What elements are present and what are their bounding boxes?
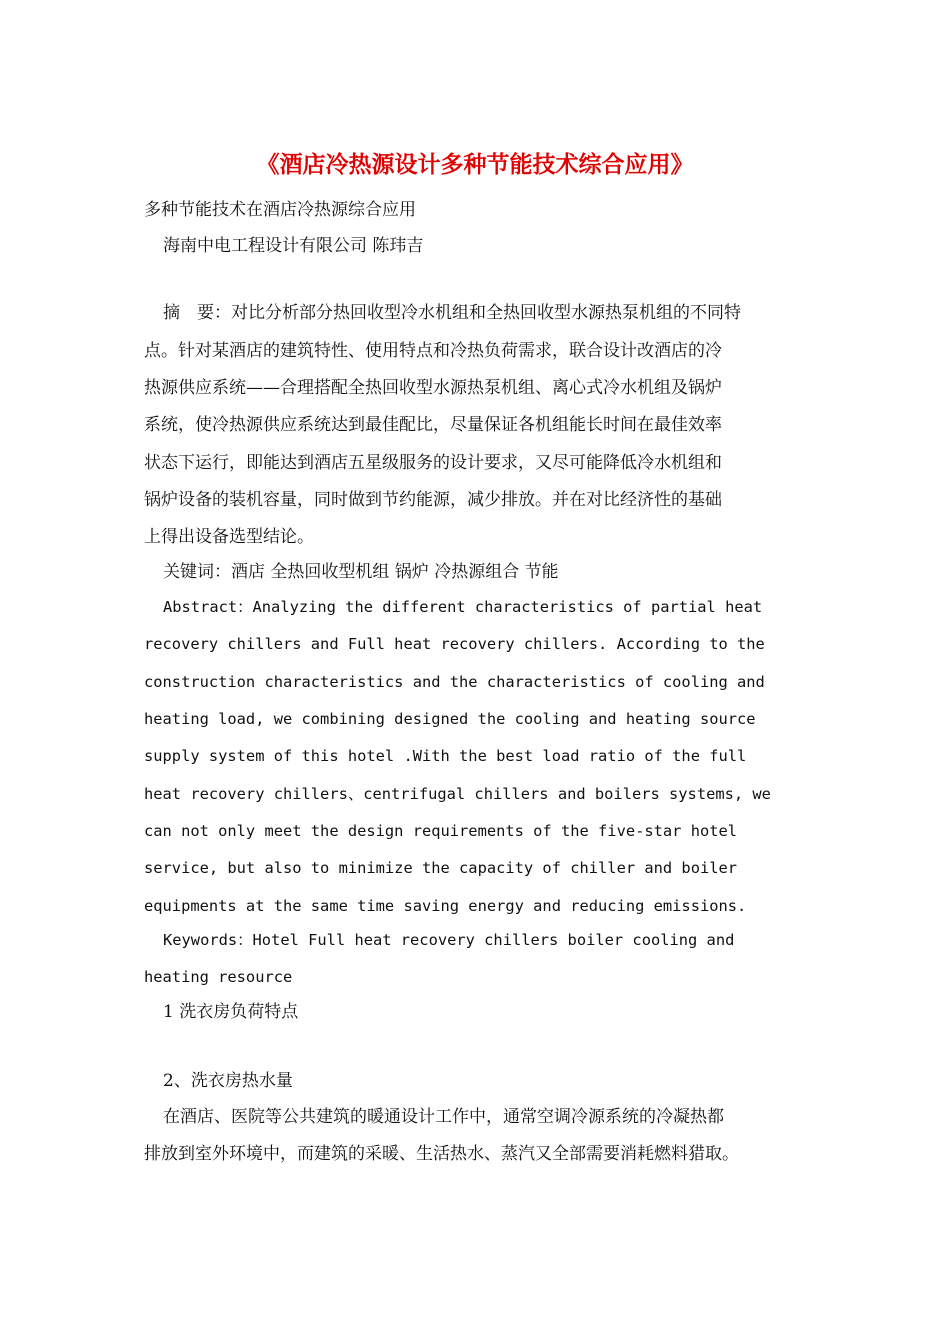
document-subtitle: 多种节能技术在酒店冷热源综合应用 (144, 200, 416, 220)
abstract-en-line: recovery chillers and Full heat recovery chillers. According to the (144, 635, 765, 653)
body-paragraph-line: 排放到室外环境中，而建筑的采暖、生活热水、蒸汽又全部需要消耗燃料猎取。 (144, 1144, 739, 1164)
abstract-en-line: construction characteristics and the characteristics of cooling and (144, 673, 765, 691)
abstract-cn-line: 上得出设备选型结论。 (144, 527, 314, 547)
abstract-cn-line: 锅炉设备的装机容量，同时做到节约能源，减少排放。并在对比经济性的基础 (144, 490, 722, 510)
abstract-en-line: Abstract：Analyzing the different characteristics of partial heat (163, 598, 763, 616)
keywords-en-line: Keywords：Hotel Full heat recovery chillers boiler cooling and (163, 931, 735, 949)
body-paragraph-line: 在酒店、医院等公共建筑的暖通设计工作中，通常空调冷源系统的冷凝热都 (163, 1107, 724, 1127)
abstract-cn-line: 热源供应系统——合理搭配全热回收型水源热泵机组、离心式冷水机组及锅炉 (144, 378, 722, 398)
abstract-en-line: supply system of this hotel .With the best load ratio of the full (144, 747, 747, 765)
abstract-cn-line: 系统，使冷热源供应系统达到最佳配比，尽量保证各机组能长时间在最佳效率 (144, 415, 722, 435)
document-title: 《酒店冷热源设计多种节能技术综合应用》 (256, 151, 694, 178)
abstract-cn-line: 状态下运行，即能达到酒店五星级服务的设计要求，又尽可能降低冷水机组和 (144, 453, 722, 473)
abstract-en-line: can not only meet the design requirements of the five-star hotel (144, 822, 738, 840)
abstract-cn-line: 摘 要：对比分析部分热回收型冷水机组和全热回收型水源热泵机组的不同特 (163, 303, 741, 323)
abstract-en-line: service, but also to minimize the capacity of chiller and boiler (144, 859, 738, 877)
section-heading-1: 1 洗衣房负荷特点 (163, 1002, 299, 1022)
keywords-cn: 关键词：酒店 全热回收型机组 锅炉 冷热源组合 节能 (163, 562, 559, 582)
abstract-en-line: heat recovery chillers、centrifugal chillers and boilers systems, we (144, 785, 771, 803)
abstract-en-line: equipments at the same time saving energy and reducing emissions. (144, 897, 747, 915)
keywords-en-line: heating resource (144, 968, 293, 986)
abstract-cn-line: 点。针对某酒店的建筑特性、使用特点和冷热负荷需求，联合设计改酒店的冷 (144, 341, 722, 361)
abstract-en-line: heating load, we combining designed the cooling and heating source (144, 710, 756, 728)
author-line: 海南中电工程设计有限公司 陈玮吉 (163, 236, 424, 256)
section-heading-2: 2、洗衣房热水量 (163, 1071, 293, 1091)
